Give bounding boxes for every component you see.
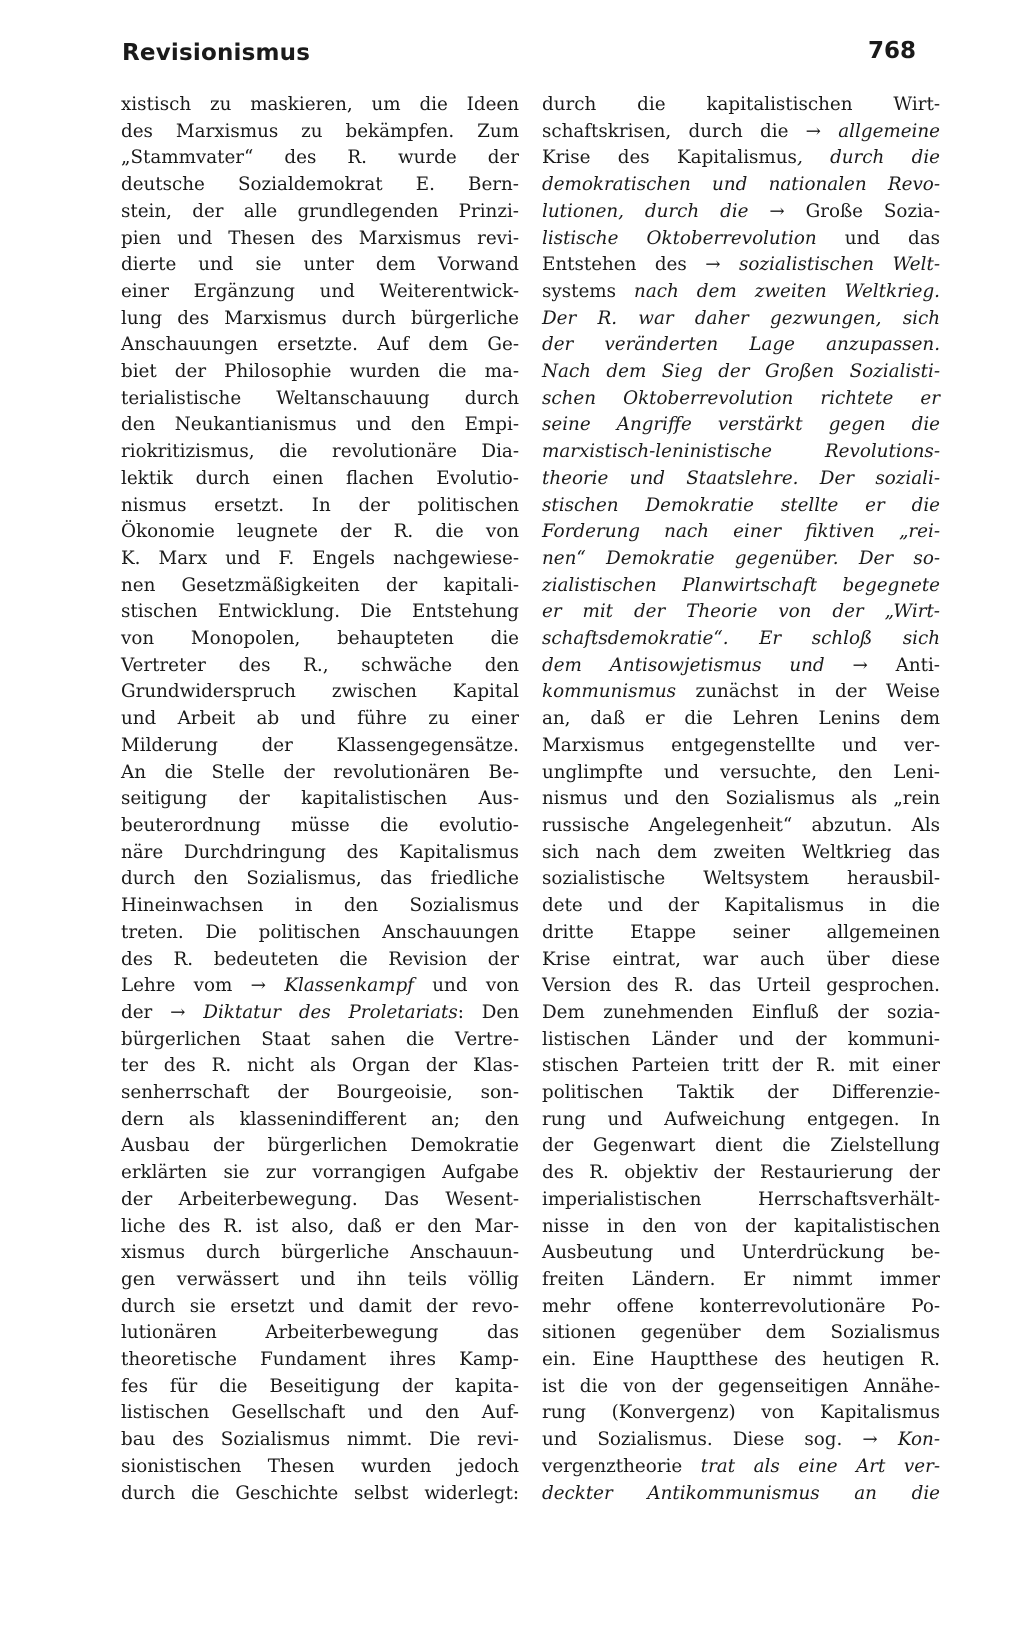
text-line: Der R. war daher gezwungen, sich: [542, 307, 940, 329]
text-line: unglimpfte und versuchte, den Leni-: [542, 761, 940, 783]
text-line: schaftskrisen, durch die → allgemeine: [542, 120, 940, 142]
text-line: pien und Thesen des Marxismus revi-: [121, 227, 519, 249]
text-line: näre Durchdringung des Kapitalismus: [121, 841, 519, 863]
text-line: senherrschaft der Bourgeoisie, son-: [121, 1082, 519, 1104]
text-line: dete und der Kapitalismus in die: [542, 895, 940, 917]
text-line: lung des Marxismus durch bürgerliche: [121, 307, 519, 329]
text-line: seitigung der kapitalistischen Aus-: [121, 788, 519, 810]
text-line: Dem zunehmenden Einfluß der sozia-: [542, 1001, 940, 1023]
text-line: den Neukantianismus und den Empi-: [121, 414, 519, 436]
text-line: Forderung nach einer fiktiven „rei-: [542, 521, 940, 543]
text-line: ist die von der gegenseitigen Annähe-: [542, 1375, 940, 1397]
text-line: theoretische Fundament ihres Kamp-: [121, 1349, 519, 1371]
text-line: an, daß er die Lehren Lenins dem: [542, 708, 940, 730]
text-line: Nach dem Sieg der Großen Sozialisti-: [542, 361, 940, 383]
text-line: stischen Parteien tritt der R. mit einer: [542, 1055, 940, 1077]
text-line: deutsche Sozialdemokrat E. Bern-: [121, 174, 519, 196]
text-line: des R. objektiv der Restaurierung der: [542, 1162, 940, 1184]
text-line: mehr offene konterrevolutionäre Po-: [542, 1295, 940, 1317]
text-line: dem Antisowjetismus und → Anti-: [542, 654, 940, 676]
text-line: nismus und den Sozialismus als „rein: [542, 788, 940, 810]
text-line: schen Oktoberrevolution richtete er: [542, 387, 940, 409]
text-line: sionistischen Thesen wurden jedoch: [121, 1455, 519, 1477]
text-line: Ökonomie leugnete der R. die von: [121, 521, 519, 543]
text-line: listischen Länder und der kommuni-: [542, 1028, 940, 1050]
text-line: Krise eintrat, war auch über diese: [542, 948, 940, 970]
text-line: des R. bedeuteten die Revision der: [121, 948, 519, 970]
text-line: Hineinwachsen in den Sozialismus: [121, 895, 519, 917]
text-line: fes für die Beseitigung der kapita-: [121, 1375, 519, 1397]
text-line: der Gegenwart dient die Zielstellung: [542, 1135, 940, 1157]
text-line: beuterordnung müsse die evolutio-: [121, 814, 519, 836]
left-column: [121, 92, 519, 1507]
text-line: systems nach dem zweiten Weltkrieg.: [542, 280, 940, 302]
text-line: durch die kapitalistischen Wirt-: [542, 94, 940, 115]
text-line: nen Gesetzmäßigkeiten der kapitali-: [121, 574, 519, 596]
right-column: [542, 92, 940, 1507]
text-line: freiten Ländern. Er nimmt immer: [542, 1268, 940, 1290]
text-line: Anschauungen ersetzte. Auf dem Ge-: [121, 334, 519, 356]
text-line: erklärten sie zur vorrangigen Aufgabe: [121, 1162, 519, 1184]
text-line: zialistischen Planwirtschaft begegnete: [542, 574, 940, 596]
text-line: Version des R. das Urteil gesprochen.: [542, 975, 940, 997]
text-line: bau des Sozialismus nimmt. Die revi-: [121, 1429, 519, 1451]
text-line: stein, der alle grundlegenden Prinzi-: [121, 200, 519, 222]
text-line: dern als klassenindifferent an; den: [121, 1108, 519, 1130]
text-line: stischen Entwicklung. Die Entstehung: [121, 601, 519, 623]
text-line: Milderung der Klassengegensätze.: [121, 734, 519, 756]
text-line: biet der Philosophie wurden die ma-: [121, 361, 519, 383]
text-line: nisse in den von der kapitalistischen: [542, 1215, 940, 1237]
text-line: K. Marx und F. Engels nachgewiese-: [121, 547, 519, 569]
text-line: der Arbeiterbewegung. Das Wesent-: [121, 1188, 519, 1210]
text-line: rung (Konvergenz) von Kapitalismus: [542, 1402, 940, 1424]
text-line: Entstehen des → sozialistischen Welt-: [542, 254, 940, 276]
text-line: sich nach dem zweiten Weltkrieg das: [542, 841, 940, 863]
text-line: dritte Etappe seiner allgemeinen: [542, 921, 940, 943]
text-line: Krise des Kapitalismus, durch die: [542, 147, 941, 169]
text-line: ter des R. nicht als Organ der Klas-: [121, 1055, 519, 1077]
text-line: des Marxismus zu bekämpfen. Zum: [121, 120, 519, 142]
text-line: rung und Aufweichung entgegen. In: [542, 1108, 940, 1130]
text-line: einer Ergänzung und Weiterentwick-: [121, 280, 519, 302]
text-line: listische Oktoberrevolution und das: [542, 227, 940, 249]
text-line: Ausbau der bürgerlichen Demokratie: [121, 1135, 519, 1157]
text-line: „Stammvater“ des R. wurde der: [121, 147, 519, 169]
text-line: treten. Die politischen Anschauungen: [121, 921, 519, 943]
running-head: Revisionismus: [122, 40, 311, 66]
text-line: der veränderten Lage anzupassen.: [542, 334, 940, 356]
text-line: nismus ersetzt. In der politischen: [121, 494, 519, 516]
text-line: und Sozialismus. Diese sog. → Kon-: [542, 1429, 940, 1451]
text-line: lutionen, durch die → Große Sozia-: [542, 200, 940, 222]
text-line: lutionären Arbeiterbewegung das: [121, 1322, 519, 1344]
text-line: listischen Gesellschaft und den Auf-: [121, 1402, 519, 1424]
text-line: riokritizismus, die revolutionäre Dia-: [121, 441, 519, 463]
text-line: An die Stelle der revolutionären Be-: [121, 761, 519, 783]
text-line: durch die Geschichte selbst widerlegt:: [121, 1482, 519, 1504]
text-line: Lehre vom → Klassenkampf und von: [121, 975, 520, 997]
text-line: ein. Eine Hauptthese des heutigen R.: [542, 1349, 940, 1371]
text-line: gen verwässert und ihn teils völlig: [121, 1268, 519, 1290]
text-line: Ausbeutung und Unterdrückung be-: [542, 1242, 940, 1264]
text-line: politischen Taktik der Differenzie-: [542, 1082, 940, 1104]
text-line: theorie und Staatslehre. Der soziali-: [542, 467, 940, 489]
text-line: und Arbeit ab und führe zu einer: [121, 708, 519, 730]
text-line: durch sie ersetzt und damit der revo-: [121, 1295, 519, 1317]
text-line: imperialistischen Herrschaftsverhält-: [542, 1188, 940, 1210]
text-line: marxistisch-leninistische Revolutions-: [542, 441, 940, 463]
text-line: kommunismus zunächst in der Weise: [542, 681, 940, 703]
text-line: stischen Demokratie stellte er die: [542, 494, 940, 516]
text-line: Grundwiderspruch zwischen Kapital: [121, 681, 519, 703]
text-line: deckter Antikommunismus an die: [542, 1482, 940, 1504]
text-line: bürgerlichen Staat sahen die Vertre-: [121, 1028, 519, 1050]
text-line: terialistische Weltanschauung durch: [121, 387, 519, 409]
text-line: dierte und sie unter dem Vorwand: [121, 254, 519, 276]
text-line: nen“ Demokratie gegenüber. Der so-: [542, 547, 940, 569]
text-line: seine Angriffe verstärkt gegen die: [542, 414, 940, 436]
text-line: sitionen gegenüber dem Sozialismus: [542, 1322, 940, 1344]
text-line: der → Diktatur des Proletariats: Den: [121, 1001, 519, 1023]
text-line: schaftsdemokratie“. Er schloß sich: [542, 628, 940, 650]
text-line: liche des R. ist also, daß er den Mar-: [121, 1215, 519, 1237]
text-line: Vertreter des R., schwäche den: [121, 654, 519, 676]
text-line: demokratischen und nationalen Revo-: [542, 174, 940, 196]
text-line: vergenztheorie trat als eine Art ver-: [542, 1455, 940, 1477]
text-line: lektik durch einen flachen Evolutio-: [121, 467, 519, 489]
text-line: xistisch zu maskieren, um die Ideen: [121, 94, 519, 115]
text-line: russische Angelegenheit“ abzutun. Als: [542, 814, 940, 836]
text-line: xismus durch bürgerliche Anschauun-: [121, 1242, 519, 1264]
text-line: sozialistische Weltsystem herausbil-: [542, 868, 940, 890]
text-line: durch den Sozialismus, das friedliche: [121, 868, 519, 890]
page-number: 768: [868, 38, 917, 64]
text-line: von Monopolen, behaupteten die: [121, 628, 519, 650]
text-line: Marxismus entgegenstellte und ver-: [542, 734, 940, 756]
text-line: er mit der Theorie von der „Wirt-: [542, 601, 940, 623]
